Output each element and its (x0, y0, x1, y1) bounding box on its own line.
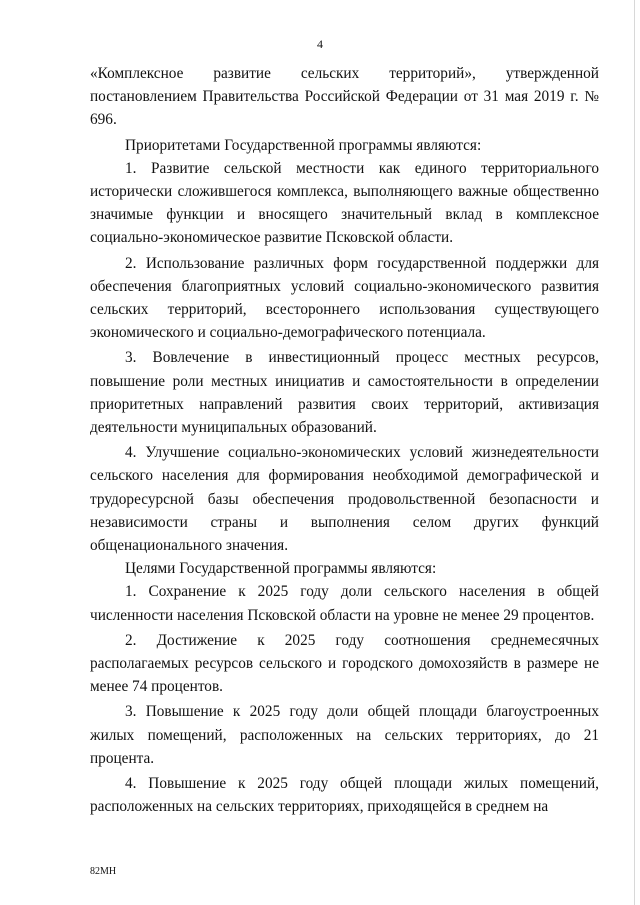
paragraph-priority-3: 3. Вовлечение в инвестиционный процесс местных ресурсов, повышение роли местных инициатив и самостоятельности в определении приоритетных направлений развития своих территорий, активизация деятельности муниципальных образований. (90, 349, 599, 437)
paragraph-goals-heading: Целями Государственной программы являются: (125, 560, 437, 578)
paragraph-goal-4: 4. Повышение к 2025 году общей площади жилых помещений, расположенных на сельских территориях, приходящейся в среднем на (90, 775, 599, 816)
paragraph-priority-1: 1. Развитие сельской местности как единого территориального исторически сложившегося комплекса, выполняющего важные общественно значимые функции и вносящего значительный вклад в комплексное социально-экономическое развитие Псковской области. (90, 159, 599, 247)
paragraph-program-title-continuation: «Комплексное развитие сельских территорий», утвержденной постановлением Правительства Российской Федерации от 31 мая 2019 г. № 696. (90, 65, 599, 129)
paragraph-priority-4: 4. Улучшение социально-экономических условий жизнедеятельности сельского населения для формирования необходимой демографической и трудоресурсной базы обеспечения продовольственной безопасности и независимости страны и выполнения селом других функций общенационального значения. (90, 444, 599, 555)
paragraph-goal-1: 1. Сохранение к 2025 году доли сельского населения в общей численности населения Псковской области на уровне не менее 29 процентов. (90, 583, 599, 624)
paragraph-priority-2: 2. Использование различных форм государственной поддержки для обеспечения благоприятных условий социально-экономического развития сельских территорий, всестороннего использования существующего экономического и социально-демографического потенциала. (90, 254, 599, 342)
paragraph-priorities-heading: Приоритетами Государственной программы являются: (125, 136, 482, 154)
paragraph-goal-2: 2. Достижение к 2025 году соотношения среднемесячных располагаемых ресурсов сельского и городского домохозяйств в размере не менее 74 процентов. (90, 631, 599, 696)
page-edge (634, 0, 635, 905)
page-number: 4 (317, 37, 323, 51)
paragraph-goal-3: 3. Повышение к 2025 году доли общей площади благоустроенных жилых помещений, расположенных на сельских территориях, до 21 процента. (90, 703, 599, 767)
footer-document-code: 82МН (90, 866, 117, 877)
document-body (90, 62, 599, 819)
